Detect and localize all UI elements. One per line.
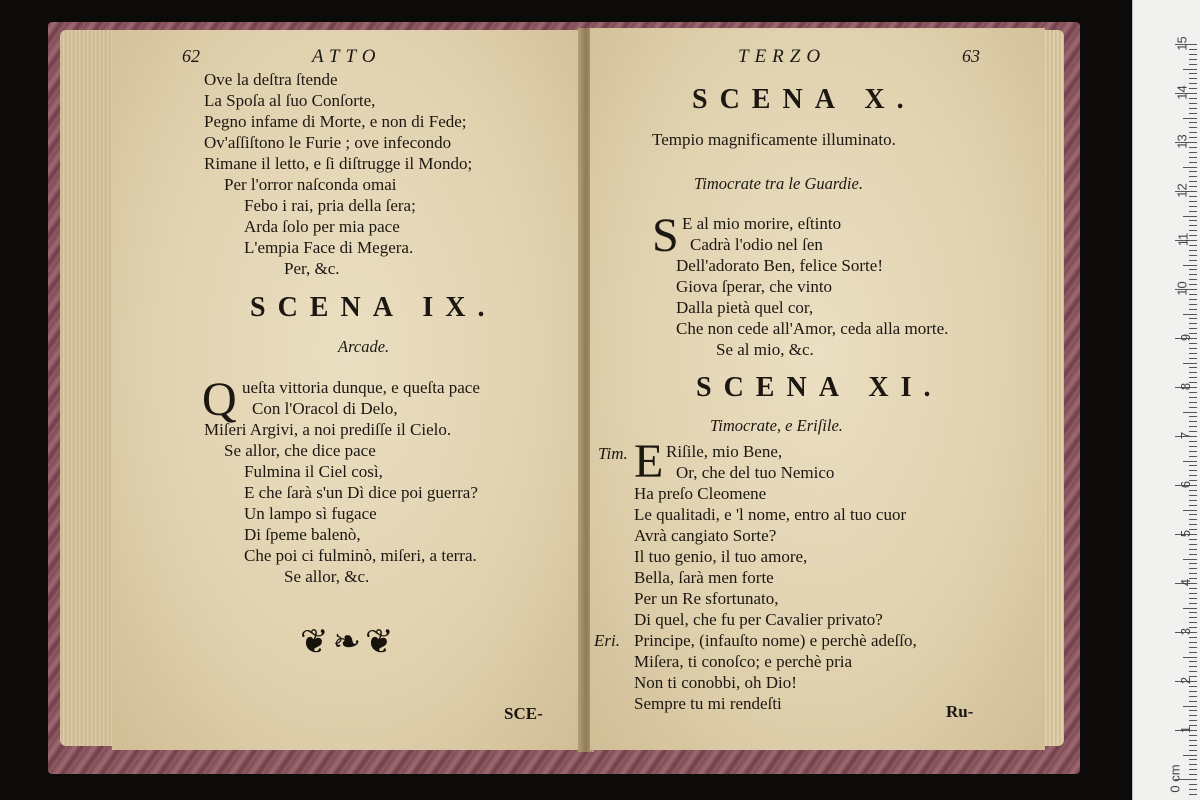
ruler-tick [1189, 554, 1197, 555]
ruler-tick [1189, 230, 1197, 231]
ruler-tick [1189, 108, 1197, 109]
verse-line: Rimane il letto, e ſi diſtrugge il Mondo; [204, 154, 473, 173]
ruler-tick [1189, 475, 1197, 476]
scene-setting: Tempio magnificamente illuminato. [652, 130, 896, 149]
ruler-tick [1189, 544, 1197, 545]
ruler-tick [1183, 412, 1197, 413]
ruler-tick [1189, 784, 1197, 785]
ruler-tick [1189, 318, 1197, 319]
ruler-tick [1189, 372, 1197, 373]
drop-cap: Q [202, 373, 237, 426]
ruler-tick [1189, 88, 1197, 89]
ruler-tick [1189, 549, 1197, 550]
ruler-tick [1189, 377, 1197, 378]
verse-line: Miſera, ti conoſco; e perchè pria [634, 652, 853, 671]
ruler-tick [1189, 304, 1197, 305]
ruler-tick [1183, 755, 1197, 756]
ruler-tick [1189, 260, 1197, 261]
ruler-tick [1189, 186, 1197, 187]
ruler-number: 9 [1177, 333, 1193, 342]
ruler-tick [1183, 216, 1197, 217]
ruler-tick [1189, 328, 1197, 329]
ruler-tick [1189, 774, 1197, 775]
verse-line: Sempre tu mi rendeſti [634, 694, 782, 713]
ruler-number: 6 [1177, 480, 1193, 489]
ruler-tick [1189, 176, 1197, 177]
ruler-tick [1189, 647, 1197, 648]
verse-line: Un lampo sì fugace [244, 504, 377, 523]
ruler-tick [1189, 162, 1197, 163]
ruler-tick [1189, 470, 1197, 471]
ruler-tick [1189, 568, 1197, 569]
ruler-tick [1183, 608, 1197, 609]
ruler-tick [1189, 157, 1197, 158]
ruler-tick [1189, 666, 1197, 667]
ruler-tick [1189, 343, 1197, 344]
ruler-tick [1189, 402, 1197, 403]
verse-line: ueſta vittoria dunque, e queſta pace [242, 378, 480, 397]
ruler-tick [1189, 299, 1197, 300]
ruler-tick [1189, 740, 1197, 741]
ruler-tick [1189, 59, 1197, 60]
ruler-number: 11 [1174, 232, 1190, 247]
verse-line: Riſile, mio Bene, [666, 442, 783, 461]
ruler-tick [1189, 152, 1197, 153]
ruler-number: 12 [1174, 183, 1190, 198]
ruler-tick [1189, 794, 1197, 795]
ruler-tick [1189, 73, 1197, 74]
ruler-tick [1189, 500, 1197, 501]
ruler-tick [1189, 113, 1197, 114]
speaker-label: Eri. [594, 631, 620, 650]
ruler-tick [1189, 49, 1197, 50]
ruler-tick [1189, 421, 1197, 422]
ruler-tick [1189, 147, 1197, 148]
ruler-number: 13 [1174, 134, 1190, 149]
drop-cap: S [652, 209, 679, 262]
ruler-tick [1189, 505, 1197, 506]
ruler-tick [1189, 201, 1197, 202]
verse-line: Per un Re sfortunato, [634, 589, 779, 608]
ruler-tick [1189, 446, 1197, 447]
ruler-tick [1189, 696, 1197, 697]
ruler-tick [1189, 137, 1197, 138]
ruler-number: 8 [1177, 382, 1193, 391]
ruler-tick [1189, 588, 1197, 589]
ruler-tick [1189, 103, 1197, 104]
ruler-tick [1189, 769, 1197, 770]
ruler-tick [1189, 612, 1197, 613]
ruler-tick [1189, 353, 1197, 354]
ruler-tick [1189, 279, 1197, 280]
ruler-tick [1189, 735, 1197, 736]
verse-line: Le qualitadi, e 'l nome, entro al tuo cuor [634, 505, 907, 524]
page-number-right: 63 [962, 46, 980, 66]
ruler-tick [1189, 750, 1197, 751]
ruler-tick [1189, 78, 1197, 79]
ruler-number: 14 [1174, 85, 1190, 100]
ruler-tick [1189, 490, 1197, 491]
scene-title: SCENA IX. [250, 292, 497, 323]
ruler-tick [1189, 441, 1197, 442]
ruler-tick [1189, 127, 1197, 128]
ruler-tick [1189, 392, 1197, 393]
ruler-tick [1183, 657, 1197, 658]
ruler-number: 0 cm [1167, 764, 1183, 793]
ruler-tick [1189, 715, 1197, 716]
ruler-tick [1189, 181, 1197, 182]
ruler-tick [1189, 196, 1197, 197]
ruler-tick [1183, 118, 1197, 119]
verse-line: Cadrà l'odio nel ſen [690, 235, 823, 254]
ruler-tick [1189, 225, 1197, 226]
ruler-tick [1189, 456, 1197, 457]
ruler-tick [1189, 323, 1197, 324]
ruler-tick [1183, 510, 1197, 511]
ruler-tick [1183, 363, 1197, 364]
verse-line: Per, &c. [284, 259, 340, 278]
ruler-tick [1189, 671, 1197, 672]
verse-line: Se allor, &c. [284, 567, 370, 586]
speaker-label: Tim. [598, 444, 628, 463]
verse-line: Se al mio, &c. [716, 340, 814, 359]
ruler-tick [1189, 622, 1197, 623]
right-page [590, 28, 1045, 750]
ruler-tick [1189, 539, 1197, 540]
ruler-tick [1189, 64, 1197, 65]
ruler-tick [1189, 465, 1197, 466]
measurement-ruler [1132, 0, 1200, 800]
verse-line: Con l'Oracol di Delo, [252, 399, 398, 418]
ruler-tick [1189, 171, 1197, 172]
ruler-tick [1189, 764, 1197, 765]
ruler-tick [1189, 701, 1197, 702]
page-edges-left [60, 30, 120, 746]
ruler-tick [1189, 211, 1197, 212]
ruler-tick [1189, 367, 1197, 368]
verse-line: Ove la deſtra ſtende [204, 70, 338, 89]
ruler-tick [1189, 250, 1197, 251]
ruler-tick [1189, 519, 1197, 520]
verse-line: Che poi ci fulminò, miſeri, a terra. [244, 546, 477, 565]
ruler-tick [1189, 98, 1197, 99]
ruler-number: 15 [1174, 36, 1190, 51]
ruler-tick [1189, 598, 1197, 599]
ruler-tick [1189, 426, 1197, 427]
catchword: Ru- [946, 702, 974, 721]
verse-line: E che ſarà s'un Dì dice poi guerra? [244, 483, 478, 502]
ruler-tick [1189, 573, 1197, 574]
ruler-tick [1183, 265, 1197, 266]
ruler-tick [1189, 691, 1197, 692]
ruler-tick [1189, 274, 1197, 275]
ruler-tick [1189, 284, 1197, 285]
ornament-icon: ❦❧❦ [300, 624, 398, 661]
verse-line: Or, che del tuo Nemico [676, 463, 835, 482]
page-number-left: 62 [182, 46, 200, 66]
ruler-tick [1183, 559, 1197, 560]
ruler-number: 4 [1177, 578, 1193, 587]
ruler-tick [1189, 255, 1197, 256]
ruler-tick [1189, 789, 1197, 790]
ruler-number: 1 [1177, 725, 1193, 734]
verse-line: Arda ſolo per mia pace [244, 217, 400, 236]
verse-line: Se allor, che dice pace [224, 441, 376, 460]
verse-line: Ha preſo Cleomene [634, 484, 767, 503]
ruler-tick [1189, 563, 1197, 564]
ruler-tick [1189, 745, 1197, 746]
drop-cap: E [634, 435, 664, 488]
verse-line: Il tuo genio, il tuo amore, [634, 547, 808, 566]
ruler-tick [1189, 220, 1197, 221]
verse-line: Principe, (infauſto nome) e perchè adeſſo, [634, 631, 917, 650]
verse-line: Dalla pietà quel cor, [676, 298, 814, 317]
ruler-number: 3 [1177, 627, 1193, 636]
verse-line: Miſeri Argivi, a noi prediſſe il Cielo. [204, 420, 452, 439]
ruler-tick [1183, 461, 1197, 462]
ruler-tick [1189, 637, 1197, 638]
verse-line: Di ſpeme balenò, [244, 525, 361, 544]
scene-character: Arcade. [338, 337, 390, 356]
ruler-tick [1189, 495, 1197, 496]
running-header-right: TERZO [738, 46, 827, 67]
ruler-tick [1189, 132, 1197, 133]
ruler-number: 2 [1177, 676, 1193, 685]
ruler-tick [1189, 617, 1197, 618]
ruler-tick [1189, 642, 1197, 643]
verse-line: Dell'adorato Ben, felice Sorte! [676, 256, 883, 275]
verse-line: Avrà cangiato Sorte? [634, 526, 777, 545]
scene-character: Timocrate tra le Guardie. [694, 174, 863, 193]
verse-line: Pegno infame di Morte, e non di Fede; [204, 112, 467, 131]
verse-line: La Spoſa al ſuo Conſorte, [204, 91, 376, 110]
ruler-tick [1183, 167, 1197, 168]
verse-line: E al mio morire, eſtinto [682, 214, 842, 233]
catchword: SCE- [504, 704, 543, 723]
running-header-left: ATTO [312, 46, 382, 67]
ruler-tick [1189, 451, 1197, 452]
scene-title: SCENA XI. [696, 372, 943, 403]
ruler-tick [1183, 706, 1197, 707]
ruler-tick [1189, 83, 1197, 84]
ruler-tick [1189, 206, 1197, 207]
ruler-tick [1189, 710, 1197, 711]
verse-line: Che non cede all'Amor, ceda alla morte. [676, 319, 949, 338]
ruler-tick [1189, 269, 1197, 270]
verse-line: Per l'orror naſconda omai [224, 175, 397, 194]
verse-line: Febo i rai, pria della ſera; [244, 196, 416, 215]
ruler-tick [1189, 686, 1197, 687]
ruler-number: 5 [1177, 529, 1193, 538]
verse-line: L'empia Face di Megera. [244, 238, 414, 257]
ruler-tick [1189, 294, 1197, 295]
verse-line: Bella, ſarà men forte [634, 568, 774, 587]
verse-line: Di quel, che fu per Cavalier privato? [634, 610, 883, 629]
ruler-tick [1189, 514, 1197, 515]
verse-line: Non ti conobbi, oh Dio! [634, 673, 797, 692]
ruler-tick [1189, 122, 1197, 123]
ruler-tick [1189, 524, 1197, 525]
ruler-tick [1189, 358, 1197, 359]
ruler-tick [1189, 407, 1197, 408]
ruler-tick [1183, 314, 1197, 315]
ruler-tick [1189, 593, 1197, 594]
ruler-tick [1189, 661, 1197, 662]
left-page [112, 30, 582, 750]
ruler-tick [1189, 759, 1197, 760]
verse-line: Giova ſperar, che vinto [676, 277, 833, 296]
ruler-number: 7 [1177, 431, 1193, 440]
ruler-tick [1189, 309, 1197, 310]
ruler-tick [1189, 397, 1197, 398]
ruler-tick [1189, 348, 1197, 349]
verse-line: Fulmina il Ciel così, [244, 462, 383, 481]
ruler-tick [1189, 603, 1197, 604]
ruler-number: 10 [1174, 281, 1190, 296]
ruler-tick [1189, 652, 1197, 653]
scene-title: SCENA X. [692, 84, 916, 115]
ruler-tick [1189, 416, 1197, 417]
ruler-tick [1189, 54, 1197, 55]
scene-characters: Timocrate, e Eriſile. [710, 416, 843, 435]
verse-line: Ov'aſſiſtono le Furie ; ove infecondo [204, 133, 452, 152]
ruler-tick [1189, 720, 1197, 721]
ruler-tick [1183, 69, 1197, 70]
